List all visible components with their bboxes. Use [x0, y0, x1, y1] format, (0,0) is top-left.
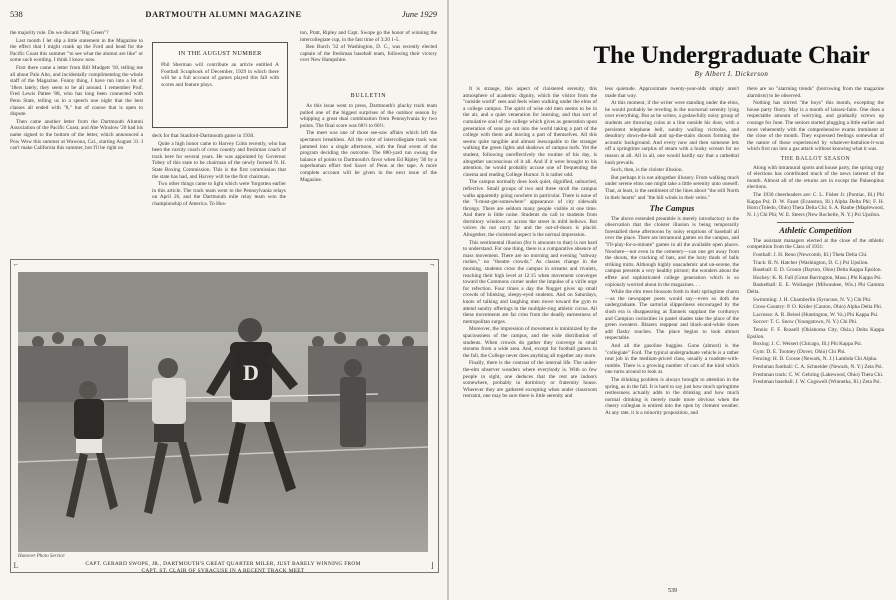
paragraph: The meet was one of those see-saw affairs which left the spectators breathless. All the color of intercollegiate track was jammed into a single afternoon, with the final event of the program deciding the outcome. The 880-yard run swung the balance of points to Dartmouth's favor when Ed Ripley '30 by a superhuman effort tied Saxer of Penn at the tape. A more complete account will be given in the next issue of the Magazine.: [300, 130, 437, 183]
paragraph: Along with intramural sports and house party, the spring orgy of elections has contributed much of the news interest of the month. Almost all of the returns are in except the Palaeopitus elections.: [747, 164, 884, 191]
paragraph: But perhaps it is not altogether illusory. From walking much under serene elms one might take a little serenity unto oneself. That, at least, is the sentiment of the lines about "the still North in their hearts" and "the hill winds in their veins.": [605, 174, 739, 201]
paragraph: Finally, there is the contrast of the internal life. The under-the-elm observer wonders where everybody is. With so few people in sight, one deduces that the rest are indoors somewhere, probably in dormitory or fraternity house. Wherever they are gathered excepting when under classroom restraint, one may be sure there is little serenity and: [463, 360, 597, 400]
left-column-3-top: [300, 30, 437, 65]
corner-mark: ⌐: [13, 260, 19, 269]
running-header-left: [10, 9, 437, 21]
notebox-text: Phil Sherman will contribute an article entitled A Football Scrapbook of December, 1929 in which there will be a full account of games played this fall with scores and feature plays.: [161, 62, 279, 88]
paragraph: As this issue went to press, Dartmouth's plucky track team pulled one of the biggest surprises of the outdoor season by whipping a great dual combination from Pennsylvania by two points. The final score was 68½ to 66½.: [300, 103, 437, 129]
paragraph: Swimming: J. H. Chamberlin (Syracuse, N. Y.) Chi Phi.: [753, 296, 872, 303]
campus-heading: The Campus: [649, 203, 695, 214]
paragraph: Hockey: K. R. Fall (Great Barrington, Mass.) Phi Kappa Psi.: [753, 274, 882, 281]
august-number-box: [152, 42, 288, 128]
bulletin-heading: BULLETIN: [350, 93, 387, 99]
corner-mark: L: [13, 561, 19, 570]
article-byline: By Albert I. Dickerson: [694, 70, 769, 78]
paragraph: The campus normally does look quiet, dignified, unhurried, reflective. Small groups of two and three stroll the campus walks apparently going nowhere in particular. There is none of the "I-must-get-somewhere" appearance of city sidewalk throngs. There are seldom many people visible at one time. And there is little noise. Students do call to students from dormitory windows or across the street in mild bellows. But voices do not carry far and the out-of-doors is placid. Altogether, the cloistered aspect is the normal impression.: [463, 179, 597, 239]
paragraph: Basketball: E. E. Wollaeger (Milwaukee, Wis.) Phi Gamma Delta.: [747, 282, 884, 296]
right-page: [449, 0, 896, 600]
left-column-3-bottom: [300, 103, 437, 184]
paragraph: Then came another letter from the Dartmouth Alumni Association of the Pacific Coast, and Abe Winslow '20 had his name signed to the bottom of the letter, which announced a Pow Wow this summer at Wawona, Cal., starting August 31. I can't make California this summer, but I'll be right on: [10, 118, 143, 152]
paragraph: This sentimental illusion (for it amounts to that) is not hard to understand. For one thing, there is a comparative absence of mass movement. There are no morning and evening "subway rushes," no "theatre crowds." As classes change in the morning, students cross the campus in streams and rivulets, reaching their high level at 12:15 when movement converges toward the Commons corner under the impulse of a virile urge for refection. Four times a day the Nugget gives up small crowds of blinking, sleepy-eyed students. And on Saturdays, knots of talking and laughing men move toward the gym to attend sundry offerings in the multiple-ring athletic circus. All these movements are far cries from the deadly earnestness of metropolitan surges.: [463, 239, 597, 325]
paragraph: And all the gasoline buggies. Gone (almost) is the "collegiate" Ford. The typical undergraduate vehicle is a rather neat job in the medium-priced class, usually a roadster-with-rumble. There is a growing number of cars of the kind which one turns around to look at.: [605, 342, 739, 376]
section-rule: [777, 222, 854, 223]
paragraph: ton, Pratt, Ripley and Capt. Swope go the honor of winning the intercollegiate cup, in the fast time of 3:20 1-5.: [300, 30, 437, 43]
paragraph: While the elm trees blossom forth in their springtime charm—as the newspaper poets would say—even so doth the undergraduate. The sartorial slipperiness encouraged by the slush era is disappearing as flannels supplant the corduroys and Campion curiosities in pastel shades take the place of the green sweaters. Blazers reappear and black-and-white shoes add flashy touches. The place begins to look almost respectable.: [605, 289, 739, 342]
paragraph: Two other things came to light which were 'forgotten earlier in this article. The track team went to the Pennsylvania relays on April 26, and the Dartmouth mile relay team won the championship of America. To Hus-: [152, 181, 286, 207]
photo-illustration: [18, 272, 428, 552]
paragraph: The assistant managers elected at the close of the athletic competition from the Class of 1931:: [747, 237, 884, 251]
paragraph: Such, then, is the cloister illusion.: [611, 167, 683, 174]
paragraph: there are no "alarming trends" (borrowing from the magazine alarmists) to be observed.: [747, 86, 884, 99]
paragraph: Fencing: H. D. Crosse (Newark, N. J.) Lambda Chi Alpha.: [753, 356, 878, 363]
paragraph: It is strange, this aspect of cloistered serenity, this atmosphere of academic dignity, which the visitor from the "outside world" sees and feels when walking under the elms of a college campus. The spirit of wise old men seems to be in the air, and a quiet veneration for learning, and that sort of cumulative soul of the college which gives as generation upon generation of sons go out into the world taking a part of the college with them and leaving a part of themselves. All this seems quite tangible and almost inescapable to the stranger walking the green lights and shadows of campus turfs. Yet the student, following unreflectively the routine of his day, is altogether unconscious of it all. And if it were brought to his attention, he would probably accuse one of frequenting the cinema and reading College Humor. It is rather odd.: [463, 86, 597, 178]
left-column-2: [152, 133, 286, 209]
paragraph: The 1930 cheerleaders are: C. L. Fisher Jr. (Pontiac, Ill.) Phi Kappa Psi; D. W. Faust (Evanston, Ill.) Alpha Delta Phi; F. H. Horn (Toledo, Ohio) Theta Delta Chi; S. A. Raube (Maplewood, N. J.) Chi Phi; W. E. Steers (New Rochelle, N. Y.) Psi Upsilon.: [747, 191, 884, 218]
issue-date: June 1929: [401, 9, 437, 19]
photo-caption: [18, 561, 428, 575]
magazine-title: DARTMOUTH ALUMNI MAGAZINE: [145, 9, 302, 19]
paragraph: Freshman football: C. A. Schneider (Newark, N. Y.) Zeta Psi.: [753, 363, 883, 370]
jersey-letter: D: [243, 360, 259, 385]
paragraph: Freshman baseball: J. W. Cogswell (Winnetka, Ill.) Zeta Psi.: [753, 379, 881, 386]
paragraph: Tennis: F. F. Russell (Oklahoma City, Okla.) Delta Kappa Epsilon.: [747, 327, 884, 340]
paragraph: Baseball: E. D. Groom (Dayton, Ohio) Delta Kappa Epsilon.: [753, 267, 882, 274]
paragraph: Lacrosse: A. R. Beisel (Huntington, W. Va.) Phi Kappa Psi.: [753, 311, 879, 318]
paragraph: The drinking problem is always brought to attention in the spring, as in the fall. It is hard to say just how much springtime restlessness actually adds to the drinking and how much normal drinking is merely made more obvious when the cheery collegian is entired into the open by clement weather. At any rate, it is a minority proposition, and: [605, 376, 739, 416]
article-title: The Undergraduate Chair: [593, 42, 870, 69]
track-meet-photo: [18, 272, 428, 552]
paragraph: The above extended preamble is merely introductory to the observation that the cloister illusion is being temporarily forestalled these afternoons by noisy eruptions of baseball all over the place. There are intramural games on the campus, and "I'll-play-for-a-minute" games in all the available open places. Nowhere—not even in the cemetery—can one get away from the shouts, the cracking of bats, and the lusty thuds of balls striking mitts. Although highly unacademic and un-serene, the campus presents a very healthy picture; the wonders about the effete and sophisticated college generation which is so copiously worried about in the magazines. . .: [605, 215, 739, 288]
paragraph: Nothing has stirred "the boys" this month, excepting the house party flurry. May is a month of laissez-faire. One does a respectable amount of worrying, and gradually screws up courage for June. The seniors started plugging a little earlier and more vehemently with the comprehensive exams imminent at the close of the month. They expressed feelings somewhat of the nature of those experienced by whatever-battalion-it-was which first ran into a gas attack without knowing what it was.: [747, 100, 884, 153]
corner-mark: ⌋: [430, 561, 434, 570]
right-column-1: [463, 86, 597, 401]
caption-line-2: CAPT. ST. CLAIR OF SYRACUSE IN A RECENT TRACK MEET: [141, 568, 305, 574]
paragraph: Freshman track: C. W. Gehring (Lakewood, Ohio) Theta Chi.: [753, 371, 884, 378]
page-number-left: 538: [10, 9, 23, 19]
caption-line-1: CAPT. GERARD SWOPE, JR., DARTMOUTH'S GREAT QUARTER MILER, JUST BARELY WINNING FROM: [85, 561, 361, 567]
paragraph: Ben Burch '32 of Washington, D. C., was recently elected captain of the freshman baseball team, following their victory over New Hampshire.: [300, 44, 437, 64]
notebox-title: IN THE AUGUST NUMBER: [178, 50, 262, 57]
paragraph: Boxing: J. C. Weisert (Chicago, Ill.) Phi Kappa Psi.: [753, 341, 863, 348]
page-number-right: 539: [668, 588, 677, 594]
paragraph: Quite a high honor came to Harvey Cohn recently, who has been the varsity coach of cross country and freshman coach of track here for several years. He was appointed by Governor Tobey of this state to be chairman of the newly formed N. H. State Boxing Commission. This is the first commission that the state has had, and Harvey will be the first chairman.: [152, 140, 286, 180]
athletic-heading: Athletic Competition: [779, 225, 852, 236]
paragraph: deck for that Stanford-Dartmouth game in 1930.: [152, 133, 255, 139]
paragraph: At this moment, if the writer were standing under the elms, he would probably be reveling in the nocturnal serenity lying over everything. But as he writes, a godawfully noisy group of students are throwing coins at a line outside his door, with a persistent telephone bell, sundry wailing victrolas, and desultory down-the-hall and up-the-stairs shouts forming the acoustic background. And every now and then someone lets off a springtime surplus of steam with a husky scream for no reason at all. All in all, one would hardly say that a cathedral hush prevails.: [605, 100, 739, 166]
paragraph: Cross-Country: P. O. Krider (Canton, Ohio) Alpha Delta Phi.: [753, 304, 883, 311]
left-page: [0, 0, 447, 600]
corner-mark: ¬: [429, 260, 435, 269]
left-column-1: [10, 30, 143, 153]
right-column-2: [605, 86, 739, 418]
ballot-heading: THE BALLOT SEASON: [780, 155, 851, 162]
right-column-3: [747, 86, 884, 387]
paragraph: First there came a letter from Bill Mudgett '18, telling me all about Palo Alto, and incidentally complimenting the whole staff of the Magazine. Funny thing, I have run into a lot of '18ers lately; they seem to be all around. I remember Prof. Fred Lewis Pattee '88, who has long been connected with Penn State, telling us in a speech one night that the best classes all ended with "8," but of course that is open to dispute.: [10, 64, 143, 118]
paragraph: Track: R. N. Hatcher (Washington, D. C.) Psi Upsilon.: [753, 259, 869, 266]
paragraph: less quietude. Approximate twenty-year-olds simply aren't made that way.: [605, 86, 739, 99]
photo-credit: Hanover Photo Service: [18, 554, 65, 559]
paragraph: the majority rule. Do we discard "Big Green"?: [10, 30, 109, 36]
paragraph: Soccer: T. C. Snow (Youngstown, N. Y.) Chi Phi.: [753, 319, 858, 326]
paragraph: Moreover, the impression of movement is minimized by the spaciousness of the campus, and the wide distribution of students. When crowds do gather they converge in small streams from a wide area. And, except for football games in the fall, the College never does anything all together any more.: [463, 326, 597, 359]
paragraph: Last month I let slip a little statement in the Magazine to the effect that I might crank up the Ford and head for the Pacific Coast this summer "to see what the alumni are like" or some such wording. I think I know now.: [10, 37, 143, 64]
paragraph: Football: J. H. Reno (Newcomb, Ill.) Theta Delta Chi.: [753, 252, 868, 259]
paragraph: Gym: D. E. Toomey (Dover, Ohio) Chi Phi.: [753, 348, 846, 355]
